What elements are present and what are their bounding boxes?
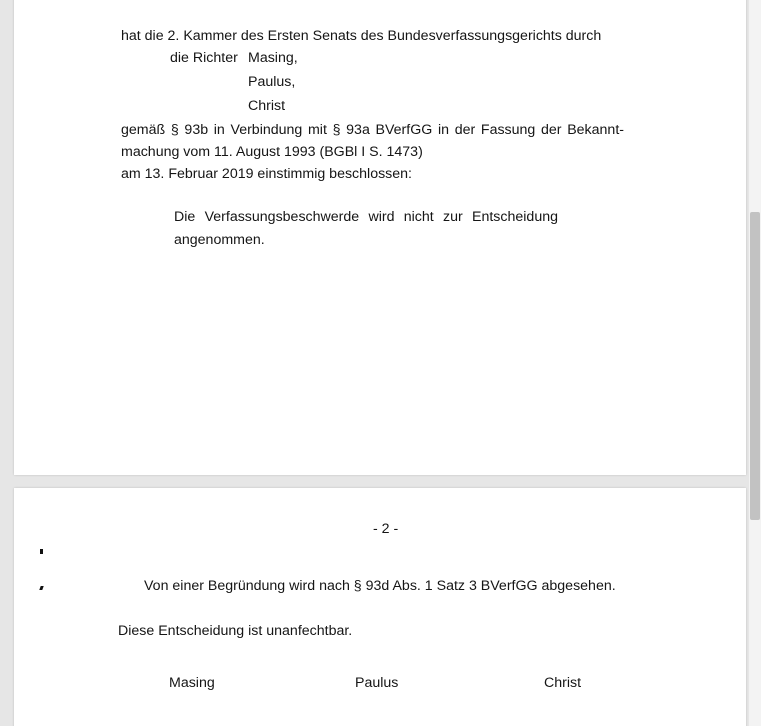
intro-line: hat die 2. Kammer des Ersten Senats des Bundesverfassungsgerichts durch	[121, 28, 602, 44]
signature-christ: Christ	[544, 675, 582, 691]
legal-basis-line-1: gemäß § 93b in Verbindung mit § 93a BVerfGG in der Fassung der Bekannt-	[121, 122, 624, 138]
legal-basis-line-2: machung vom 11. August 1993 (BGBl I S. 1473)	[121, 144, 423, 160]
judge-name-3: Christ	[248, 98, 286, 114]
decision-date-line: am 13. Februar 2019 einstimmig beschlossen:	[121, 166, 412, 182]
decision-line-1: Die Verfassungsbeschwerde wird nicht zur Entscheidung	[174, 209, 558, 225]
decision-line-2: angenommen.	[174, 232, 265, 248]
scrollbar-thumb[interactable]	[750, 212, 760, 520]
signature-masing: Masing	[169, 675, 215, 691]
reasoning-line: Von einer Begründung wird nach § 93d Abs. 1 Satz 3 BVerfGG abgesehen.	[144, 578, 616, 594]
judges-label: die Richter	[170, 50, 238, 66]
vertical-scrollbar[interactable]	[749, 0, 761, 726]
scan-artifact-mark	[40, 549, 43, 554]
scan-artifact-mark	[39, 586, 43, 590]
judge-name-1: Masing,	[248, 50, 298, 66]
document-page-2	[14, 488, 746, 726]
finality-line: Diese Entscheidung ist unanfechtbar.	[118, 623, 353, 639]
signature-paulus: Paulus	[355, 675, 399, 691]
page-number: - 2 -	[373, 521, 399, 537]
judge-name-2: Paulus,	[248, 74, 296, 90]
document-page-1	[14, 0, 746, 475]
